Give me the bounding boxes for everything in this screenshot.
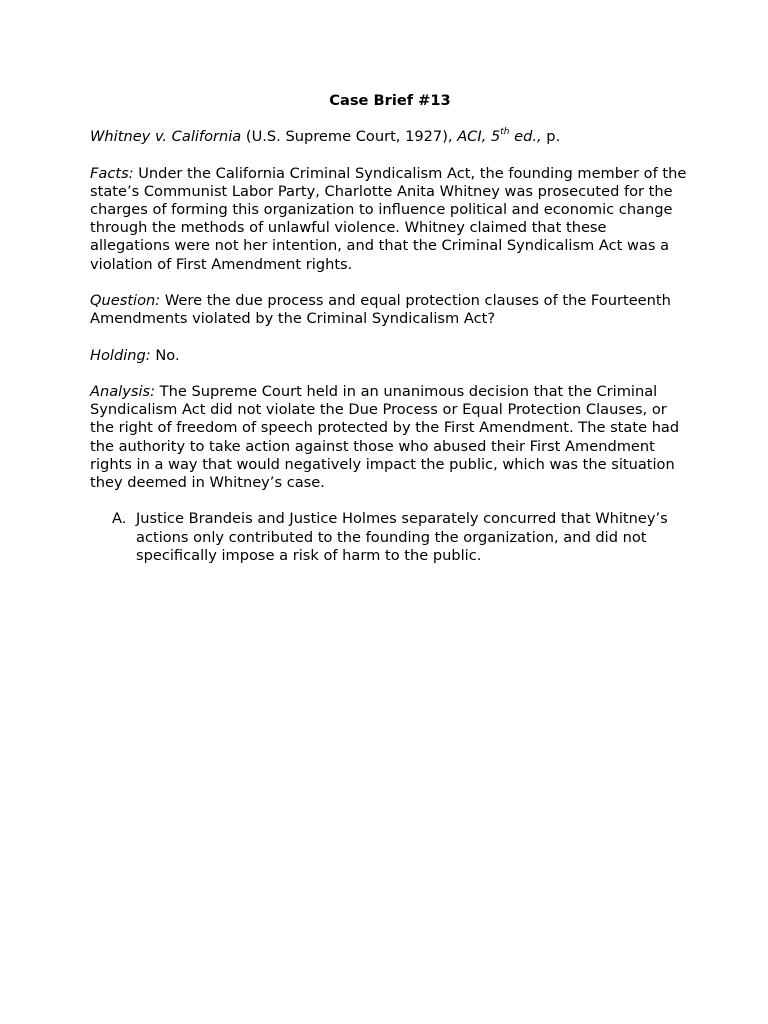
edition-number: 5: [490, 128, 501, 146]
facts-label: Facts:: [90, 164, 134, 182]
page-reference: p.: [541, 128, 561, 146]
list-item: [90, 510, 690, 565]
document-title: Case Brief #13: [329, 92, 451, 109]
question-label: Question:: [90, 292, 161, 309]
text-abbrev: ACI: [457, 128, 482, 146]
analysis-label: Analysis:: [90, 382, 156, 400]
document-body: [90, 92, 690, 565]
case-name: Whitney v. California: [90, 128, 242, 146]
edition-suffix: ed.,: [509, 128, 542, 146]
edition-superscript: th: [500, 127, 510, 138]
holding-label: Holding:: [90, 346, 151, 364]
edition-separator: ,: [481, 128, 491, 146]
analysis-section: [90, 383, 690, 492]
holding-section: [90, 347, 690, 365]
concurrence-list: [90, 510, 690, 565]
list-marker: A.: [112, 510, 127, 528]
facts-text: Under the California Criminal Syndicalism Act, the founding member of the state’s Communist Labor Party, Charlotte Anita Whitney was prosecuted for the charges of forming this organization to influence political and economic change through the methods of unlawful violence. Whitney claimed that these allegations were not her intention, and that the Criminal Syndicalism Act was a violation of First Amendment rights.: [90, 164, 687, 273]
facts-section: [90, 165, 690, 274]
question-text: Were the due process and equal protection clauses of the Fourteenth Amendments violated by the Criminal Syndicalism Act?: [90, 292, 671, 328]
analysis-text: The Supreme Court held in an unanimous decision that the Criminal Syndicalism Act did not violate the Due Process or Equal Protection Clauses, or the right of freedom of speech protected by the First Amendment. The state had the authority to take action against those who abused their First Amendment rights in a way that would negatively impact the public, which was the situation they deemed in Whitney’s case.: [90, 382, 680, 491]
case-citation: [90, 128, 690, 146]
list-item-text: Justice Brandeis and Justice Holmes separately concurred that Whitney’s actions only contributed to the founding the organization, and did not specifically impose a risk of harm to the public.: [136, 510, 668, 564]
holding-text: No.: [150, 346, 180, 364]
court-year: (U.S. Supreme Court, 1927),: [241, 128, 458, 146]
question-section: [90, 292, 690, 328]
